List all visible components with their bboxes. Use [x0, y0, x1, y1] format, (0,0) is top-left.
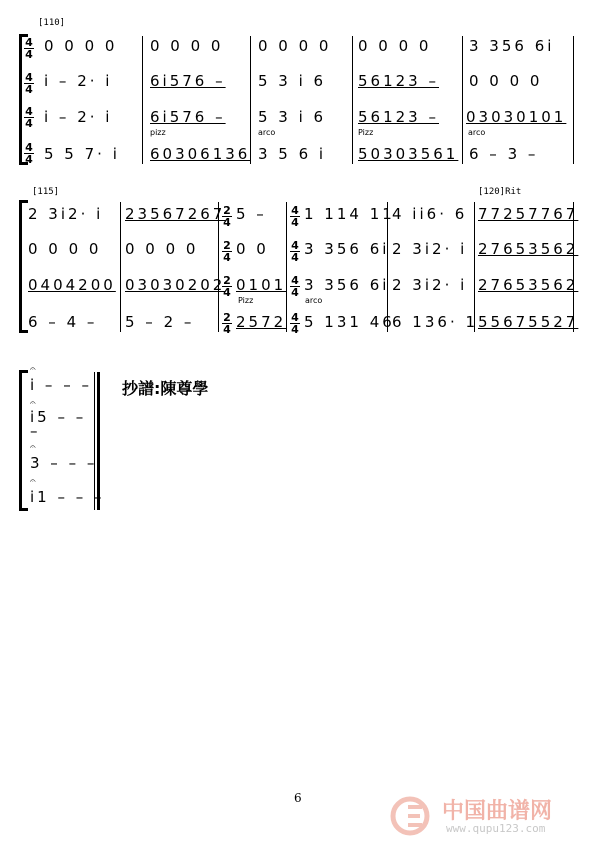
notes-cell: 60306136 [150, 145, 251, 163]
time-signature: 4 4 [291, 274, 299, 299]
fermata-icon: 𝄐 [30, 364, 36, 375]
notes-cell: 5 – 2 – [125, 313, 195, 331]
notes-cell: 5 3 i 6 [258, 108, 327, 126]
notes-cell: 2 3i2· i [392, 240, 468, 258]
time-signature: 2 4 [223, 274, 231, 299]
pizz-marking: Pizz [238, 296, 254, 305]
notes-cell: 0 0 0 0 [28, 240, 102, 258]
notes-cell: 2 3i2· i [392, 276, 468, 294]
time-signature: 4 4 [25, 71, 33, 96]
notes-cell: 0 0 0 0 [358, 37, 432, 55]
measure-number: [110] [38, 18, 66, 28]
notes-cell: 6 – 4 – [28, 313, 98, 331]
arco-marking: arco [305, 296, 323, 305]
time-signature: 4 4 [291, 311, 299, 336]
barline [573, 36, 574, 164]
notes-cell: i – 2· i [44, 72, 113, 90]
notes-cell: 03030202 [125, 276, 226, 294]
notes-cell: 3 – – – [30, 454, 98, 472]
notes-cell: 03030101 [466, 108, 567, 126]
pizz-marking: pizz [150, 128, 166, 137]
notes-cell: 1 114 11 [304, 205, 395, 223]
page-number: 6 [294, 791, 302, 805]
notes-cell: 2572 [236, 313, 287, 331]
notes-cell: 3 5 6 i [258, 145, 327, 163]
measure-number: [115] [32, 187, 60, 197]
notes-cell: 6 136· 1 [392, 313, 479, 331]
notes-cell: 55675527 [478, 313, 579, 331]
time-signature: 4 4 [291, 239, 299, 264]
barline [352, 36, 353, 164]
watermark-logo-icon [390, 796, 430, 840]
time-signature: 4 4 [25, 141, 33, 166]
notes-cell: 27653562 [478, 240, 579, 258]
notes-cell: 6 – 3 – [469, 145, 539, 163]
notes-cell: 50303561 [358, 145, 459, 163]
arco-marking: arco [258, 128, 276, 137]
notes-cell: i – 2· i [44, 108, 113, 126]
notes-cell: 56123 – [358, 108, 439, 126]
time-signature: 2 4 [223, 204, 231, 229]
time-signature: 4 4 [291, 204, 299, 229]
notes-cell: 27653562 [478, 276, 579, 294]
notes-cell: i1 – – – [30, 488, 105, 506]
transcriber-credit: 抄譜:陳尊學 [122, 379, 209, 398]
fermata-icon: 𝄐 [30, 442, 36, 453]
notes-cell: 3 356 6i [304, 276, 390, 294]
time-signature: 4 4 [25, 36, 33, 61]
notes-cell: 2 3i2· i [28, 205, 104, 223]
bracket-cap-bottom [19, 508, 28, 511]
system-bracket [19, 372, 22, 510]
bracket-cap-top [19, 200, 28, 203]
fermata-icon: 𝄐 [30, 476, 36, 487]
notes-cell: 5 – [236, 205, 267, 223]
bracket-cap-top [19, 370, 28, 373]
pizz-marking: Pizz [358, 128, 374, 137]
notes-cell: 0 0 [236, 240, 269, 258]
notes-cell: 0 0 0 0 [125, 240, 199, 258]
notes-cell: 56123 – [358, 72, 439, 90]
time-signature: 2 4 [223, 239, 231, 264]
notes-cell: 4 ii6· 6 [392, 205, 468, 223]
notes-cell: 3 356 6i [304, 240, 390, 258]
notes-cell: 5 131 46 [304, 313, 395, 331]
time-signature: 4 4 [25, 105, 33, 130]
system-bracket [19, 36, 22, 164]
notes-cell: 5 3 i 6 [258, 72, 327, 90]
fermata-icon: 𝄐 [30, 398, 36, 409]
arco-marking: arco [468, 128, 486, 137]
notes-cell: 0 0 0 0 [44, 37, 118, 55]
barline [462, 36, 463, 164]
watermark-text: 中国曲谱网 [442, 798, 553, 824]
notes-cell: 3 356 6i [469, 37, 555, 55]
watermark-url: www.qupu123.com [446, 822, 546, 835]
notes-cell: 0404200 [28, 276, 116, 294]
measure-number-rit: [120]Rit [478, 187, 522, 197]
notes-cell: 6i576 – [150, 72, 226, 90]
notes-cell: 5 5 7· i [44, 145, 120, 163]
notes-cell: 6i576 – [150, 108, 226, 126]
notes-cell: 0 0 0 0 [150, 37, 224, 55]
notes-cell: i – – – [30, 376, 92, 394]
bracket-cap-bottom [19, 330, 28, 333]
notes-cell: 23567267 [125, 205, 226, 223]
time-signature: 2 4 [223, 311, 231, 336]
notes-cell: 0101 [236, 276, 287, 294]
barline [120, 202, 121, 332]
system-bracket [19, 202, 22, 332]
barline [142, 36, 143, 164]
notes-cell: 0 0 0 0 [258, 37, 332, 55]
notes-cell: 0 0 0 0 [469, 72, 543, 90]
notes-cell: 77257767 [478, 205, 579, 223]
notes-cell: i5 – – – [30, 408, 87, 440]
